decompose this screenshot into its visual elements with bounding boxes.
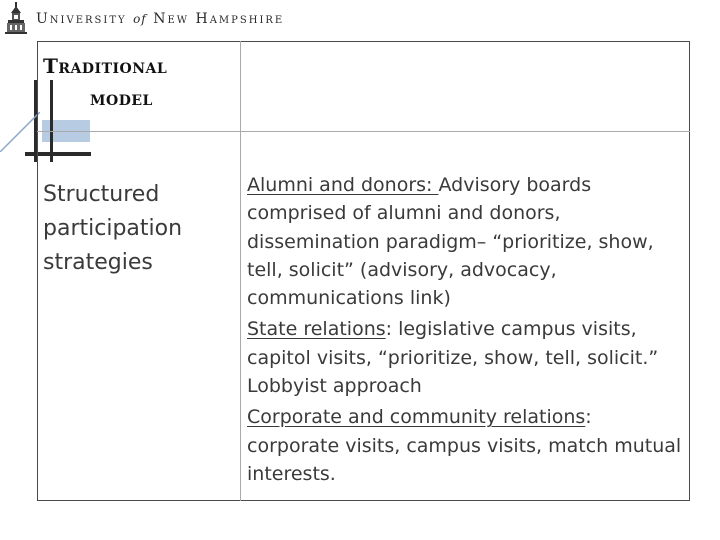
table-header-left	[43, 50, 235, 114]
column-divider	[240, 41, 241, 501]
item-text: : legislative campus visits, capitol visits, “prioritize, show, tell, solicit.” Lobbyist approach	[247, 318, 659, 398]
item-label: Corporate and community relations	[247, 406, 586, 429]
university-prefix: University	[36, 11, 127, 27]
content-table	[37, 41, 690, 501]
list-item	[247, 403, 687, 488]
header-line-2: model	[90, 86, 153, 110]
row-label-line-1: Structured	[43, 182, 160, 207]
university-of: of	[133, 12, 147, 26]
university-name	[36, 11, 284, 27]
item-label: Alumni and donors:	[247, 174, 433, 196]
header	[0, 0, 720, 42]
item-label: State relations	[247, 318, 386, 341]
item-text: : corporate visits, campus visits, match mutual interests.	[247, 406, 682, 485]
building-cupola-icon	[5, 2, 27, 34]
row-label-line-2: participation	[43, 216, 183, 241]
row-divider	[37, 131, 690, 132]
header-line-1: Traditional	[43, 54, 168, 78]
row-label	[43, 178, 235, 280]
row-content	[247, 171, 687, 491]
list-item	[247, 171, 687, 312]
university-suffix: New Hampshire	[153, 11, 285, 27]
row-label-line-3: strategies	[43, 250, 153, 275]
item-text: Advisory boards comprised of alumni and donors, dissemination paradigm– “prioritize, show, tell, solicit” (advisory, advocacy, communications link)	[247, 174, 654, 310]
decorative-diagonal-line	[0, 112, 40, 152]
list-item	[247, 315, 687, 400]
